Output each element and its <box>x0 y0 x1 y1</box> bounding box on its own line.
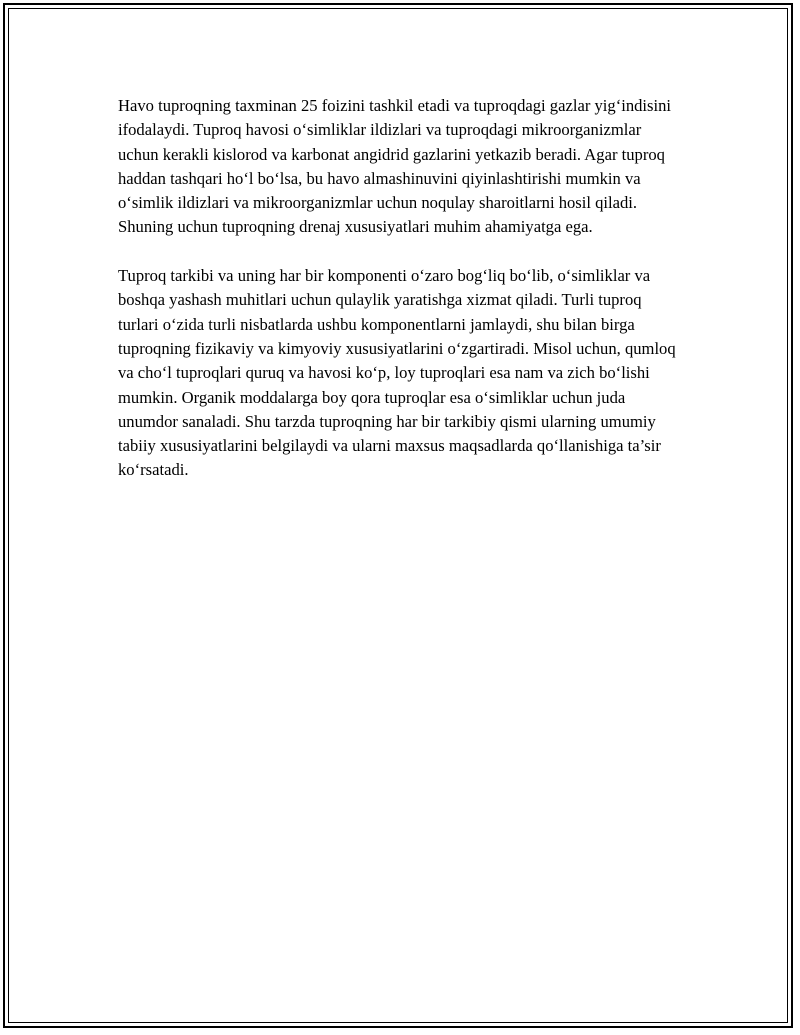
paragraph-1: Havo tuproqning taxminan 25 foizini tashkil etadi va tuproqdagi gazlar yig‘indisini ifodalaydi. Tuproq havosi o‘simliklar ildizlari va tuproqdagi mikroorganizmlar uchun kerakli kislorod va karbonat angidrid gazlarini yetkazib beradi. Agar tuproq haddan tashqari ho‘l bo‘lsa, bu havo almashinuvini qiyinlashtirishi mumkin va o‘simlik ildizlari va mikroorganizmlar uchun noqulay sharoitlarni hosil qiladi. Shuning uchun tuproqning drenaj xususiyatlari muhim ahamiyatga ega. <box>118 96 672 237</box>
document-body <box>118 94 678 507</box>
paragraph-2: Tuproq tarkibi va uning har bir komponenti o‘zaro bog‘liq bo‘lib, o‘simliklar va boshqa yashash muhitlari uchun qulaylik yaratishga xizmat qiladi. Turli tuproq turlari o‘zida turli nisbatlarda ushbu komponentlarni jamlaydi, shu bilan birga tuproqning fizikaviy va kimyoviy xususiyatlarini o‘zgartiradi. Misol uchun, qumloq va cho‘l tuproqlari quruq va havosi ko‘p, loy tuproqlari esa nam va zich bo‘lishi mumkin. Organik moddalarga boy qora tuproqlar esa o‘simliklar uchun juda unumdor sanaladi. Shu tarzda tuproqning har bir tarkibiy qismi ularning umumiy tabiiy xususiyatlarini belgilaydi va ularni maxsus maqsadlarda qo‘llanishiga ta’sir ko‘rsatadi. <box>118 266 676 480</box>
